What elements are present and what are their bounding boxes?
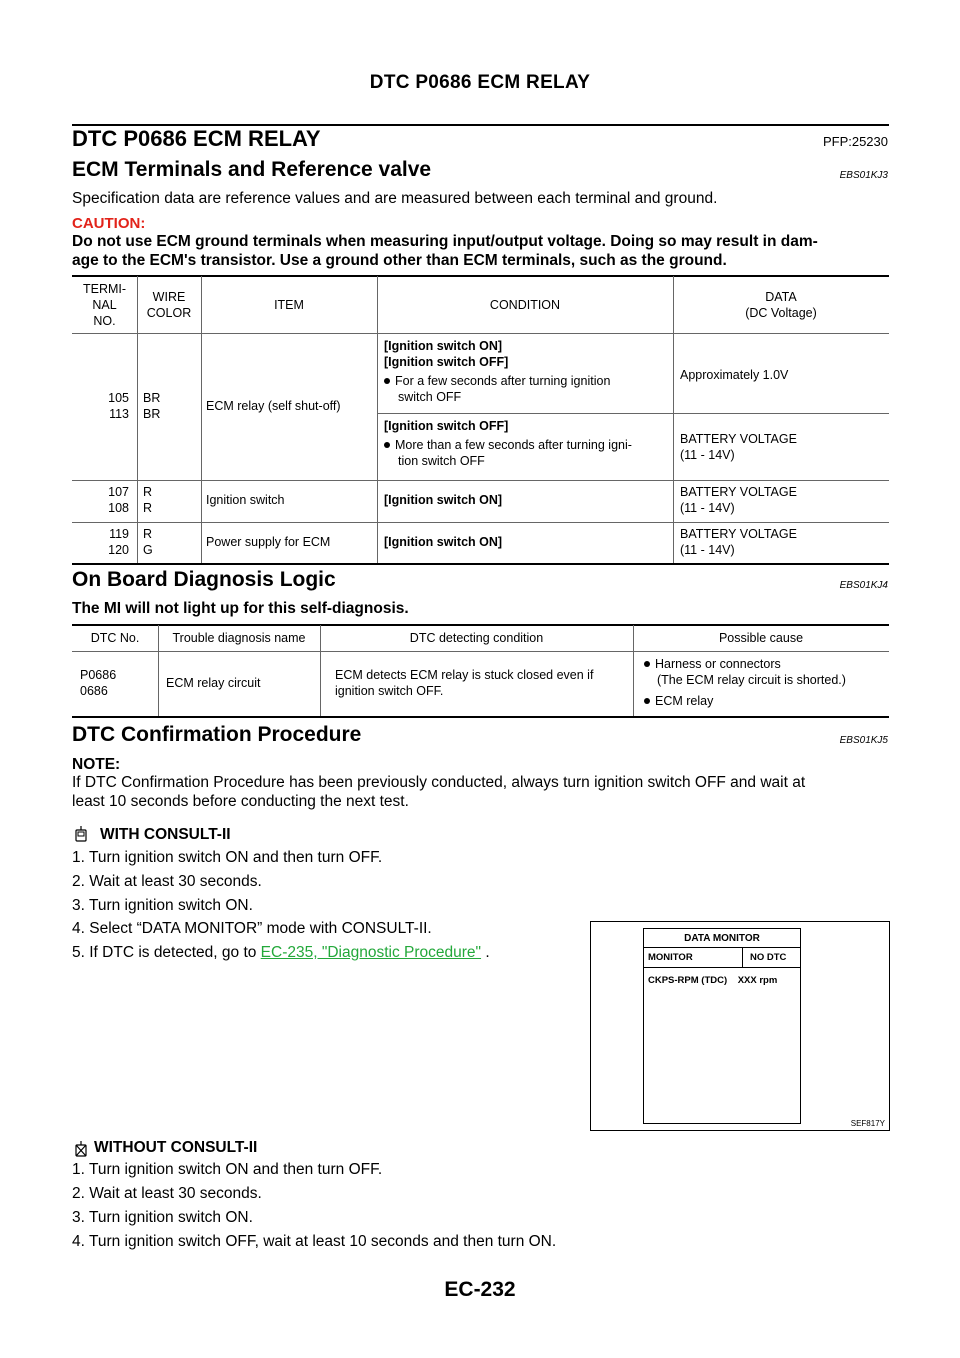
section-code-dtc-confirmation: EBS01KJ5 — [839, 735, 888, 746]
without-step-2: 2. Wait at least 30 seconds. — [72, 1185, 262, 1202]
header-item: ITEM — [274, 298, 304, 312]
figure-screen-title: DATA MONITOR — [684, 933, 760, 944]
header-dtc-no: DTC No. — [90, 631, 140, 645]
section-heading-terminals: ECM Terminals and Reference valve — [72, 158, 432, 181]
caution-line-2: age to the ECM's transistor. Use a ground other than ECM terminals, such as the ground. — [72, 252, 727, 269]
obd-note: The MI will not light up for this self-diagnosis. — [72, 600, 409, 617]
header-wire-color: WIRE COLOR — [146, 290, 192, 320]
page-title: DTC P0686 ECM RELAY — [72, 126, 321, 151]
with-step-2: 2. Wait at least 30 seconds. — [72, 873, 262, 890]
header-terminal: TERMI- NAL NO. — [82, 282, 127, 328]
section-code-obd-logic: EBS01KJ4 — [839, 580, 888, 591]
page-number: EC-232 — [444, 1278, 516, 1301]
figure-ref: SEF817Y — [850, 1119, 885, 1128]
caution-label: CAUTION: — [72, 215, 146, 232]
without-step-1: 1. Turn ignition switch ON and then turn OFF. — [72, 1161, 383, 1178]
caution-line-1: Do not use ECM ground terminals when measuring input/output voltage. Doing so may result in dam- — [72, 233, 818, 250]
table-row: 119 120 — [108, 527, 129, 557]
without-consult-label: WITHOUT CONSULT-II — [94, 1139, 258, 1156]
note-line-1: If DTC Confirmation Procedure has been previously conducted, always turn ignition switch OFF and wait at — [72, 774, 806, 791]
terminals-intro: Specification data are reference values and are measured between each terminal and ground. — [72, 190, 718, 207]
table-row: 105 113 — [108, 391, 129, 421]
section-heading-dtc-confirmation: DTC Confirmation Procedure — [72, 723, 362, 746]
consult-screen — [643, 928, 801, 1124]
data-monitor-figure — [590, 921, 890, 1131]
no-consult-icon — [74, 1140, 88, 1158]
title-rule — [72, 124, 889, 126]
consult-tester-icon — [74, 825, 88, 843]
with-step-3: 3. Turn ignition switch ON. — [72, 897, 253, 914]
without-step-3: 3. Turn ignition switch ON. — [72, 1209, 253, 1226]
figure-col-monitor: MONITOR — [648, 952, 693, 963]
header-possible-cause: Possible cause — [718, 631, 804, 645]
header-trouble-name: Trouble diagnosis name — [172, 631, 306, 645]
with-consult-label: WITH CONSULT-II — [100, 826, 231, 843]
section-heading-obd-logic: On Board Diagnosis Logic — [72, 568, 336, 591]
diagnostic-procedure-link[interactable]: EC-235, "Diagnostic Procedure" — [260, 944, 482, 961]
page-header: DTC P0686 ECM RELAY — [369, 72, 591, 93]
note-line-2: least 10 seconds before conducting the next test. — [72, 793, 409, 810]
with-step-4: 4. Select “DATA MONITOR” mode with CONSULT-II. — [72, 920, 432, 937]
with-step-1: 1. Turn ignition switch ON and then turn OFF. — [72, 849, 383, 866]
header-detecting-condition: DTC detecting condition — [409, 631, 544, 645]
table-row: P0686 0686 — [80, 668, 117, 698]
figure-monitor-row: CKPS-RPM (TDC) XXX rpm — [648, 975, 778, 986]
without-step-4: 4. Turn ignition switch OFF, wait at least 10 seconds and then turn ON. — [72, 1233, 557, 1250]
with-step-5: 5. If DTC is detected, go to EC-235, "Diagnostic Procedure" . — [72, 944, 490, 961]
header-data: DATA (DC Voltage) — [745, 290, 817, 320]
table-row: 107 108 — [108, 485, 129, 515]
note-label: NOTE: — [72, 756, 121, 773]
header-condition: CONDITION — [489, 298, 561, 312]
section-code-terminals: EBS01KJ3 — [839, 170, 888, 181]
figure-col-no-dtc: NO DTC — [750, 952, 787, 963]
pfp-code: PFP:25230 — [822, 134, 888, 149]
